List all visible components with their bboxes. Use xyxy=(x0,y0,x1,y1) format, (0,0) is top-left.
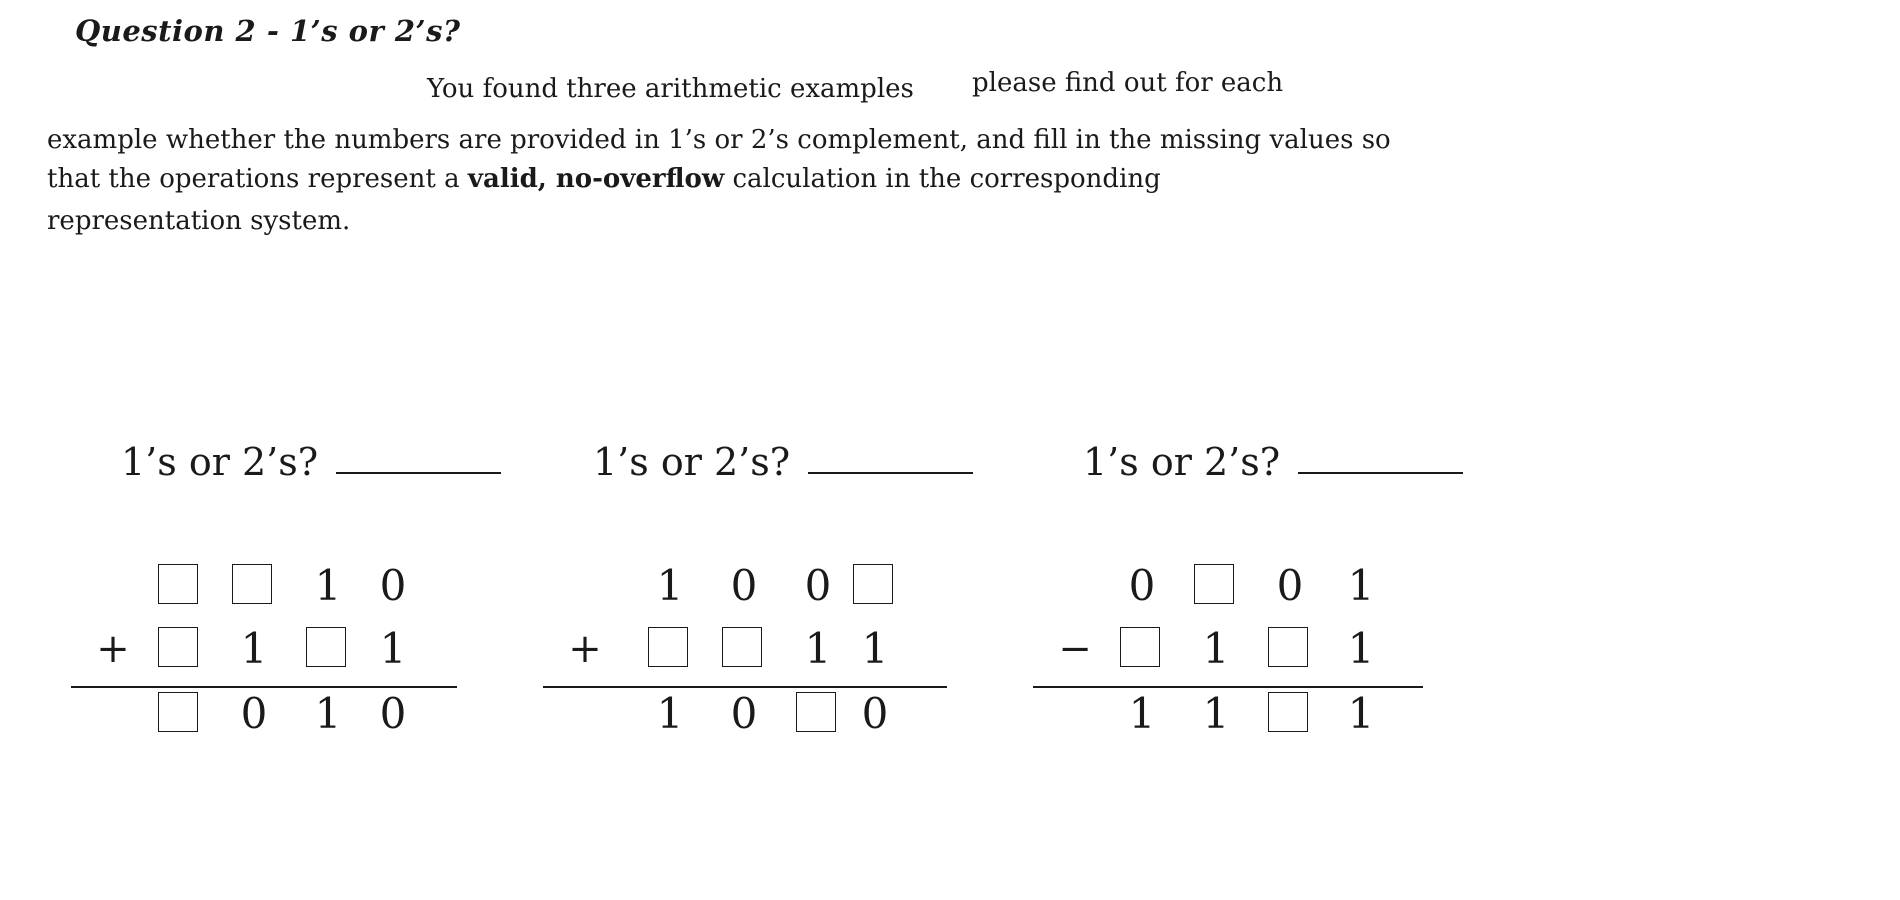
digit-cell: 0 xyxy=(861,689,889,738)
blank-box-outline xyxy=(306,627,346,667)
blank-digit-box[interactable] xyxy=(853,560,897,612)
digit-cell: 0 xyxy=(1276,561,1304,610)
blank-digit-box[interactable] xyxy=(158,560,202,612)
digit-cell: 0 xyxy=(1128,561,1156,610)
complement-question xyxy=(121,440,501,484)
digit-cell: 1 xyxy=(314,561,342,610)
blank-digit-box[interactable] xyxy=(232,560,276,612)
digit-cell: 1 xyxy=(314,689,342,738)
blank-digit-box[interactable] xyxy=(1194,560,1238,612)
blank-digit-box[interactable] xyxy=(306,623,350,675)
operator-minus: − xyxy=(1058,626,1092,672)
intro-paragraph xyxy=(47,121,1427,241)
result-row xyxy=(71,688,491,740)
answer-blank[interactable] xyxy=(1298,472,1463,474)
digit-cell: 1 xyxy=(656,689,684,738)
example-2 xyxy=(543,440,963,760)
digit-cell: 1 xyxy=(861,624,889,673)
emphasis-valid-no-overflow: valid, no-overflow xyxy=(467,164,725,194)
blank-digit-box[interactable] xyxy=(1120,623,1164,675)
complement-question-label: 1’s or 2’s? xyxy=(121,440,319,484)
blank-box-outline xyxy=(158,627,198,667)
digit-cell: 1 xyxy=(656,561,684,610)
result-row xyxy=(543,688,963,740)
blank-digit-box[interactable] xyxy=(158,623,202,675)
blank-box-outline xyxy=(1268,627,1308,667)
blank-box-outline xyxy=(232,564,272,604)
complement-question-label: 1’s or 2’s? xyxy=(1083,440,1281,484)
digit-cell: 1 xyxy=(1202,624,1230,673)
digit-cell: 1 xyxy=(1202,689,1230,738)
intro-text-part-2: please find out for each xyxy=(972,68,1284,98)
blank-box-outline xyxy=(853,564,893,604)
operand-row-2 xyxy=(543,623,963,675)
operand-row-1 xyxy=(71,560,491,612)
blank-digit-box[interactable] xyxy=(796,688,840,740)
answer-blank[interactable] xyxy=(336,472,501,474)
digit-cell: 1 xyxy=(240,624,268,673)
operand-row-2 xyxy=(1033,623,1453,675)
blank-box-outline xyxy=(158,564,198,604)
blank-box-outline xyxy=(1120,627,1160,667)
question-title: Question 2 - 1’s or 2’s? xyxy=(75,14,461,48)
example-3 xyxy=(1033,440,1453,760)
digit-cell: 1 xyxy=(1347,689,1375,738)
digit-cell: 0 xyxy=(240,689,268,738)
blank-box-outline xyxy=(648,627,688,667)
blank-box-outline xyxy=(158,692,198,732)
digit-cell: 1 xyxy=(804,624,832,673)
digit-cell: 1 xyxy=(379,624,407,673)
digit-cell: 0 xyxy=(730,561,758,610)
intro-text-part-1: You found three arithmetic examples xyxy=(427,74,914,104)
digit-cell: 0 xyxy=(804,561,832,610)
digit-cell: 0 xyxy=(730,689,758,738)
complement-question xyxy=(1083,440,1463,484)
intro-line-2-start: that the operations represent a xyxy=(47,164,468,194)
digit-cell: 0 xyxy=(379,561,407,610)
blank-digit-box[interactable] xyxy=(158,688,202,740)
blank-digit-box[interactable] xyxy=(1268,688,1312,740)
result-row xyxy=(1033,688,1453,740)
blank-digit-box[interactable] xyxy=(648,623,692,675)
intro-line-3: representation system. xyxy=(47,206,351,236)
blank-digit-box[interactable] xyxy=(722,623,766,675)
operand-row-2 xyxy=(71,623,491,675)
digit-cell: 1 xyxy=(1128,689,1156,738)
operator-plus: + xyxy=(96,626,130,672)
blank-digit-box[interactable] xyxy=(1268,623,1312,675)
example-1 xyxy=(71,440,491,760)
answer-blank[interactable] xyxy=(808,472,973,474)
digit-cell: 1 xyxy=(1347,561,1375,610)
blank-box-outline xyxy=(796,692,836,732)
intro-line-2 xyxy=(47,160,1427,199)
blank-box-outline xyxy=(722,627,762,667)
digit-cell: 1 xyxy=(1347,624,1375,673)
blank-box-outline xyxy=(1194,564,1234,604)
complement-question xyxy=(593,440,973,484)
operand-row-1 xyxy=(1033,560,1453,612)
intro-line-2-end: calculation in the corresponding xyxy=(724,164,1161,194)
digit-cell: 0 xyxy=(379,689,407,738)
operand-row-1 xyxy=(543,560,963,612)
complement-question-label: 1’s or 2’s? xyxy=(593,440,791,484)
operator-plus: + xyxy=(568,626,602,672)
intro-line-1: example whether the numbers are provided in 1’s or 2’s complement, and fill in the missing values so xyxy=(47,125,1391,155)
blank-box-outline xyxy=(1268,692,1308,732)
